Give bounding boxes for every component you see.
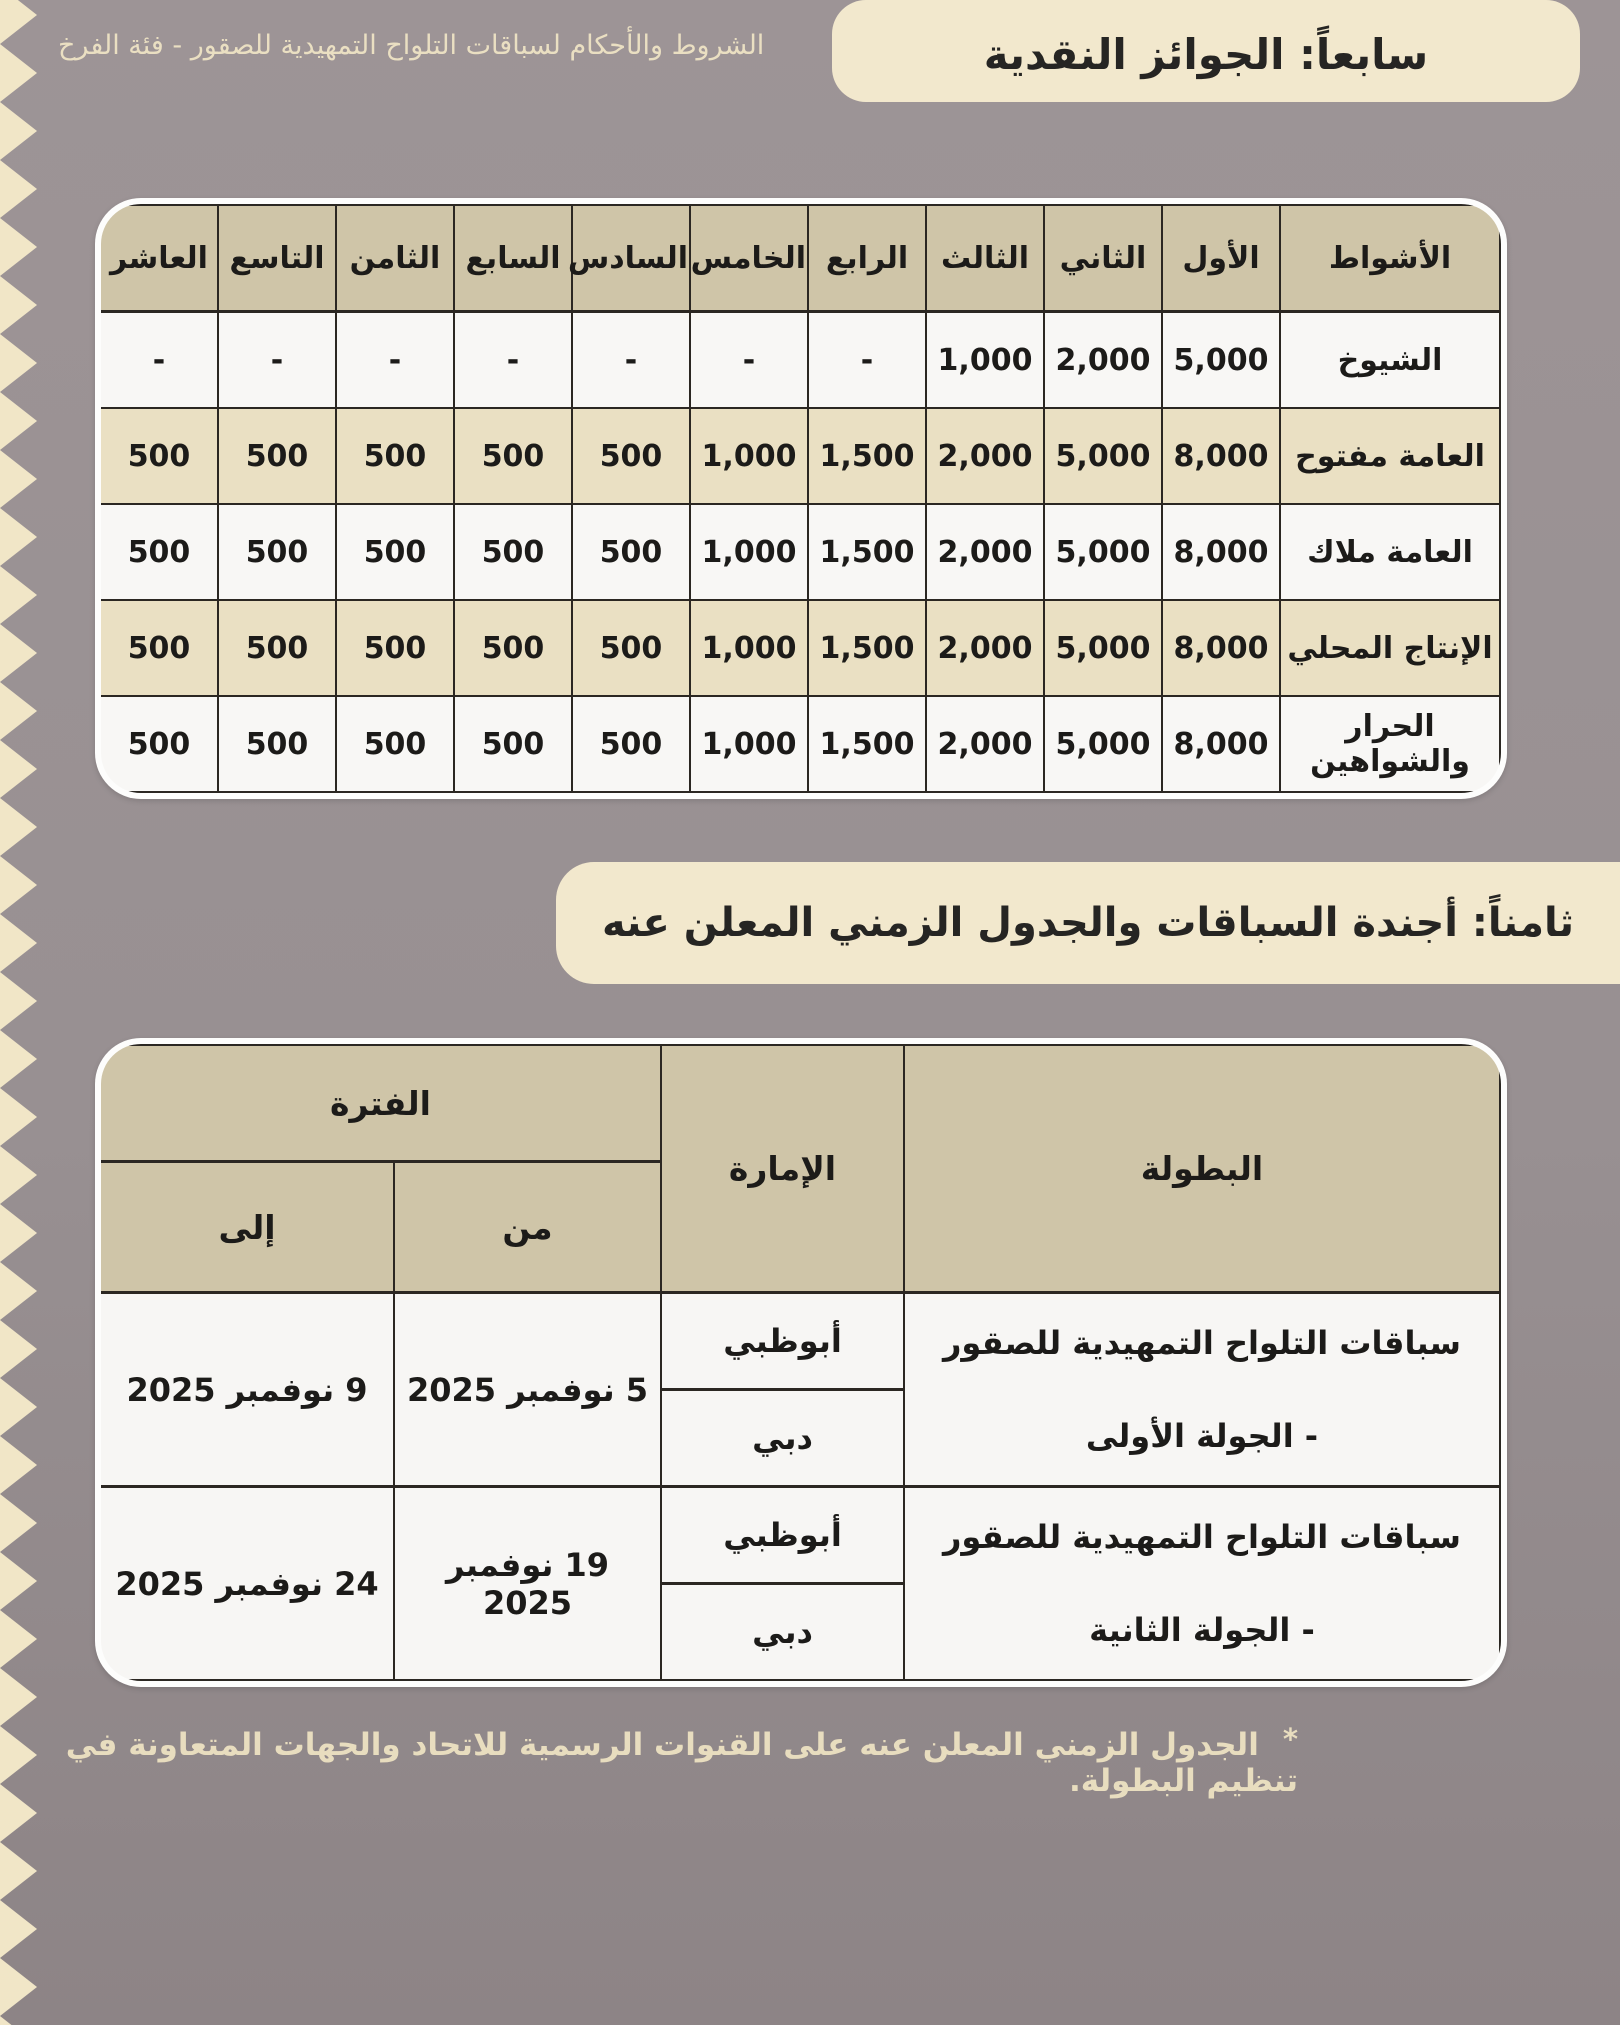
prize-table-header-row xyxy=(101,205,1500,312)
to-date-cell: 9 نوفمبر 2025 xyxy=(101,1293,394,1487)
prize-value-cell: 1,500 xyxy=(808,504,926,600)
prize-value-cell: 500 xyxy=(218,504,336,600)
document-header-note: الشروط والأحكام لسباقات التلواح التمهيدية للصقور - فئة الفرخ xyxy=(58,30,765,61)
prize-value-cell: 500 xyxy=(572,408,690,504)
prize-table-row xyxy=(101,696,1500,792)
prize-value-cell: 1,000 xyxy=(690,408,808,504)
prize-value-cell: 8,000 xyxy=(1162,408,1280,504)
prize-row-label: الشيوخ xyxy=(1280,312,1500,409)
prize-value-cell: - xyxy=(808,312,926,409)
prize-value-cell: 5,000 xyxy=(1044,600,1162,696)
prize-value-cell: 1,500 xyxy=(808,408,926,504)
prize-value-cell: 500 xyxy=(572,600,690,696)
prize-value-cell: - xyxy=(454,312,572,409)
section8-title: ثامناً: أجندة السباقات والجدول الزمني المعلن عنه xyxy=(601,900,1575,946)
prize-value-cell: 500 xyxy=(454,696,572,792)
prize-value-cell: 500 xyxy=(101,408,218,504)
prize-value-cell: - xyxy=(690,312,808,409)
prize-col-header: الرابع xyxy=(808,205,926,312)
prize-table-frame xyxy=(95,198,1507,799)
period-col-header: الفترة xyxy=(101,1045,661,1162)
prize-value-cell: 5,000 xyxy=(1044,504,1162,600)
from-date-cell: 19 نوفمبر 2025 xyxy=(394,1487,661,1681)
prize-row-label: العامة مفتوح xyxy=(1280,408,1500,504)
prize-value-cell: 500 xyxy=(572,696,690,792)
prize-value-cell: 500 xyxy=(218,408,336,504)
prize-table xyxy=(101,204,1501,793)
championship-col-header: البطولة xyxy=(904,1045,1500,1293)
schedule-row xyxy=(101,1487,1500,1584)
emirate-col-header: الإمارة xyxy=(661,1045,904,1293)
prize-col-header: السادس xyxy=(572,205,690,312)
prize-table-row xyxy=(101,504,1500,600)
prize-value-cell: 500 xyxy=(454,600,572,696)
emirate-cell: دبي xyxy=(661,1390,904,1487)
schedule-table-frame xyxy=(95,1038,1507,1687)
prize-value-cell: 500 xyxy=(336,600,454,696)
prize-col-header: التاسع xyxy=(218,205,336,312)
prize-value-cell: 5,000 xyxy=(1044,408,1162,504)
prize-value-cell: 2,000 xyxy=(926,408,1044,504)
prize-value-cell: 500 xyxy=(218,600,336,696)
section8-title-box xyxy=(556,862,1620,984)
prize-value-cell: 1,000 xyxy=(690,504,808,600)
prize-col-header: السابع xyxy=(454,205,572,312)
prize-value-cell: 500 xyxy=(218,696,336,792)
prize-value-cell: 2,000 xyxy=(926,600,1044,696)
prize-table-body xyxy=(101,312,1500,793)
prize-value-cell: - xyxy=(218,312,336,409)
prize-value-cell: - xyxy=(336,312,454,409)
prize-value-cell: 2,000 xyxy=(926,696,1044,792)
to-date-cell: 24 نوفمبر 2025 xyxy=(101,1487,394,1681)
schedule-header-row-1 xyxy=(101,1045,1500,1162)
schedule-table xyxy=(101,1044,1501,1681)
prize-value-cell: 500 xyxy=(101,600,218,696)
prize-table-row xyxy=(101,408,1500,504)
prize-row-label: العامة ملاك xyxy=(1280,504,1500,600)
prize-value-cell: 500 xyxy=(336,504,454,600)
from-date-cell: 5 نوفمبر 2025 xyxy=(394,1293,661,1487)
prize-value-cell: 500 xyxy=(454,408,572,504)
prize-row-label: الإنتاج المحلي xyxy=(1280,600,1500,696)
prize-col-header: الأول xyxy=(1162,205,1280,312)
prize-value-cell: 2,000 xyxy=(926,504,1044,600)
emirate-cell: أبوظبي xyxy=(661,1487,904,1584)
prize-value-cell: 1,500 xyxy=(808,696,926,792)
to-col-header: إلى xyxy=(101,1162,394,1293)
schedule-row xyxy=(101,1293,1500,1390)
prize-value-cell: 8,000 xyxy=(1162,600,1280,696)
schedule-footnote xyxy=(0,1722,1298,1799)
prize-value-cell: 500 xyxy=(336,408,454,504)
prize-value-cell: 1,000 xyxy=(690,600,808,696)
prize-value-cell: 500 xyxy=(101,504,218,600)
prize-table-row xyxy=(101,600,1500,696)
prize-value-cell: 8,000 xyxy=(1162,504,1280,600)
prize-value-cell: 500 xyxy=(101,696,218,792)
prize-value-cell: - xyxy=(101,312,218,409)
prize-col-header: الأشواط xyxy=(1280,205,1500,312)
prize-col-header: العاشر xyxy=(101,205,218,312)
prize-table-row xyxy=(101,312,1500,409)
prize-value-cell: 500 xyxy=(336,696,454,792)
championship-cell: سباقات التلواح التمهيدية للصقور - الجولة الأولى xyxy=(904,1293,1500,1487)
emirate-cell: أبوظبي xyxy=(661,1293,904,1390)
prize-col-header: الثامن xyxy=(336,205,454,312)
prize-col-header: الثالث xyxy=(926,205,1044,312)
section7-title-box xyxy=(832,0,1580,102)
emirate-cell: دبي xyxy=(661,1584,904,1681)
prize-value-cell: 5,000 xyxy=(1044,696,1162,792)
from-col-header: من xyxy=(394,1162,661,1293)
prize-value-cell: 8,000 xyxy=(1162,696,1280,792)
prize-value-cell: 1,500 xyxy=(808,600,926,696)
prize-row-label: الحرار والشواهين xyxy=(1280,696,1500,792)
section7-title: سابعاً: الجوائز النقدية xyxy=(983,29,1429,79)
prize-value-cell: 1,000 xyxy=(690,696,808,792)
footnote-text: الجدول الزمني المعلن عنه على القنوات الرسمية للاتحاد والجهات المتعاونة في تنظيم البطولة. xyxy=(65,1727,1298,1799)
zigzag-border-decoration xyxy=(0,0,40,2025)
prize-value-cell: 2,000 xyxy=(1044,312,1162,409)
prize-value-cell: 500 xyxy=(454,504,572,600)
prize-col-header: الثاني xyxy=(1044,205,1162,312)
championship-cell: سباقات التلواح التمهيدية للصقور - الجولة الثانية xyxy=(904,1487,1500,1681)
prize-col-header: الخامس xyxy=(690,205,808,312)
prize-value-cell: - xyxy=(572,312,690,409)
prize-value-cell: 500 xyxy=(572,504,690,600)
prize-value-cell: 1,000 xyxy=(926,312,1044,409)
prize-value-cell: 5,000 xyxy=(1162,312,1280,409)
footnote-asterisk: * xyxy=(1282,1722,1298,1756)
